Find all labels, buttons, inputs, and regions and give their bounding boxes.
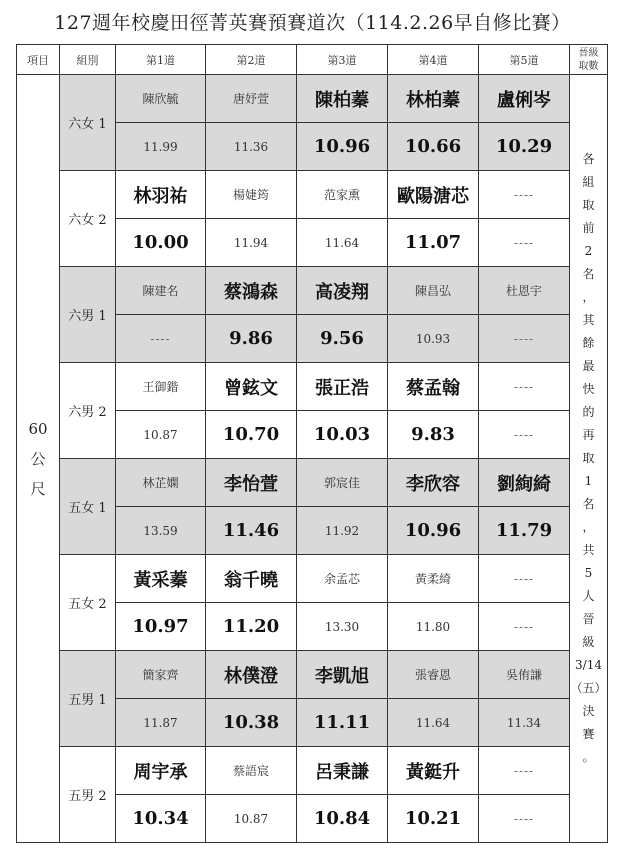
result-time: 10.70 xyxy=(206,411,297,459)
athlete-name: 林羽祐 xyxy=(116,171,206,219)
note-char: 1 xyxy=(584,474,593,488)
lane-assignment-table xyxy=(16,44,608,843)
event-char: 公 xyxy=(30,449,46,468)
note-char: 最 xyxy=(582,359,595,373)
athlete-name: ---- xyxy=(479,747,570,795)
header-qualify: 晉級 取數 xyxy=(570,45,608,75)
header-group: 組別 xyxy=(60,45,116,75)
result-time: 10.87 xyxy=(116,411,206,459)
athlete-name: 楊婕筠 xyxy=(206,171,297,219)
note-char: 級 xyxy=(582,635,595,649)
athlete-name: 陳欣毓 xyxy=(116,75,206,123)
note-char: 組 xyxy=(582,175,595,189)
note-char: 快 xyxy=(582,382,595,396)
result-time: 11.94 xyxy=(206,219,297,267)
name-row xyxy=(17,171,608,219)
group-label: 六女 1 xyxy=(60,75,116,171)
result-time: 9.56 xyxy=(297,315,388,363)
note-char: 共 xyxy=(582,543,595,557)
result-time: 10.34 xyxy=(116,795,206,843)
athlete-name: 張正浩 xyxy=(297,363,388,411)
header-lane-2: 第2道 xyxy=(206,45,297,75)
note-char: 的 xyxy=(582,405,595,419)
note-char: 前 xyxy=(582,221,595,235)
name-row xyxy=(17,651,608,699)
result-time: 10.03 xyxy=(297,411,388,459)
note-char: 人 xyxy=(582,589,595,603)
result-time: 11.64 xyxy=(388,699,479,747)
group-label: 五男 1 xyxy=(60,651,116,747)
result-time: ---- xyxy=(116,315,206,363)
athlete-name: 杜恩宇 xyxy=(479,267,570,315)
result-time: 11.80 xyxy=(388,603,479,651)
result-time: 10.87 xyxy=(206,795,297,843)
result-time: 10.93 xyxy=(388,315,479,363)
result-time: 10.96 xyxy=(388,507,479,555)
athlete-name: 劉絢綺 xyxy=(479,459,570,507)
athlete-name: 陳柏蓁 xyxy=(297,75,388,123)
athlete-name: 歐陽溏芯 xyxy=(388,171,479,219)
athlete-name: ---- xyxy=(479,363,570,411)
note-char: ， xyxy=(582,290,595,304)
athlete-name: 范家熏 xyxy=(297,171,388,219)
athlete-name: 盧俐岑 xyxy=(479,75,570,123)
result-time: 10.00 xyxy=(116,219,206,267)
note-char: 取 xyxy=(582,198,595,212)
athlete-name: 黃鋌升 xyxy=(388,747,479,795)
header-lane-1: 第1道 xyxy=(116,45,206,75)
group-label: 五女 1 xyxy=(60,459,116,555)
group-label: 五女 2 xyxy=(60,555,116,651)
note-char: 2 xyxy=(584,244,593,258)
header-row xyxy=(17,45,608,75)
result-time: 11.11 xyxy=(297,699,388,747)
note-char: 晉 xyxy=(582,612,595,626)
athlete-name: 王御鍇 xyxy=(116,363,206,411)
result-time: 10.96 xyxy=(297,123,388,171)
note-char: 3/14 xyxy=(575,658,602,672)
page-title: 127週年校慶田徑菁英賽預賽道次（114.2.26早自修比賽） xyxy=(54,12,571,34)
name-row xyxy=(17,747,608,795)
athlete-name: 余孟芯 xyxy=(297,555,388,603)
athlete-name: 李欣容 xyxy=(388,459,479,507)
athlete-name: 郭宸佳 xyxy=(297,459,388,507)
athlete-name: 林芷嫻 xyxy=(116,459,206,507)
note-char: 賽 xyxy=(582,727,595,741)
header-event: 項目 xyxy=(17,45,60,75)
header-lane-3: 第3道 xyxy=(297,45,388,75)
result-time: 10.38 xyxy=(206,699,297,747)
result-time: ---- xyxy=(479,795,570,843)
note-char: ， xyxy=(582,520,595,534)
result-time: 11.46 xyxy=(206,507,297,555)
result-time: 9.83 xyxy=(388,411,479,459)
note-char: 名 xyxy=(582,267,595,281)
result-time: 11.34 xyxy=(479,699,570,747)
athlete-name: 陳建名 xyxy=(116,267,206,315)
athlete-name: 曾鉉文 xyxy=(206,363,297,411)
note-char: （五） xyxy=(570,681,607,695)
athlete-name: 林僕澄 xyxy=(206,651,297,699)
result-time: 13.59 xyxy=(116,507,206,555)
result-time: 11.79 xyxy=(479,507,570,555)
result-time: 11.07 xyxy=(388,219,479,267)
athlete-name: 蔡孟翰 xyxy=(388,363,479,411)
note-char: 再 xyxy=(582,428,595,442)
result-time: 11.92 xyxy=(297,507,388,555)
athlete-name: 林柏蓁 xyxy=(388,75,479,123)
note-char: 其 xyxy=(582,313,595,327)
athlete-name: 吳侑謙 xyxy=(479,651,570,699)
result-time: 11.36 xyxy=(206,123,297,171)
result-time: ---- xyxy=(479,603,570,651)
header-lane-5: 第5道 xyxy=(479,45,570,75)
athlete-name: 黃柔綺 xyxy=(388,555,479,603)
header-lane-4: 第4道 xyxy=(388,45,479,75)
note-char: 5 xyxy=(584,566,593,580)
athlete-name: 蔡語宸 xyxy=(206,747,297,795)
result-time: ---- xyxy=(479,219,570,267)
note-char: 餘 xyxy=(582,336,595,350)
athlete-name: 蔡鴻森 xyxy=(206,267,297,315)
athlete-name: 張睿恩 xyxy=(388,651,479,699)
athlete-name: 簡家齊 xyxy=(116,651,206,699)
event-char: 60 xyxy=(28,419,48,438)
result-time: 11.99 xyxy=(116,123,206,171)
athlete-name: 李凱旭 xyxy=(297,651,388,699)
name-row xyxy=(17,75,608,123)
note-char: 各 xyxy=(582,152,595,166)
athlete-name: 陳昌弘 xyxy=(388,267,479,315)
note-char: 取 xyxy=(582,451,595,465)
athlete-name: 唐妤萱 xyxy=(206,75,297,123)
athlete-name: ---- xyxy=(479,555,570,603)
result-time: 10.84 xyxy=(297,795,388,843)
athlete-name: 周宇承 xyxy=(116,747,206,795)
result-time: ---- xyxy=(479,411,570,459)
note-char: 決 xyxy=(582,704,595,718)
athlete-name: 高凌翔 xyxy=(297,267,388,315)
athlete-name: 呂秉謙 xyxy=(297,747,388,795)
result-time: 10.97 xyxy=(116,603,206,651)
group-label: 六男 2 xyxy=(60,363,116,459)
result-time: 11.87 xyxy=(116,699,206,747)
athlete-name: ---- xyxy=(479,171,570,219)
name-row xyxy=(17,459,608,507)
athlete-name: 黃采蓁 xyxy=(116,555,206,603)
result-time: 10.21 xyxy=(388,795,479,843)
athlete-name: 李怡萱 xyxy=(206,459,297,507)
result-time: 13.30 xyxy=(297,603,388,651)
event-cell xyxy=(17,75,60,843)
group-label: 六女 2 xyxy=(60,171,116,267)
group-label: 六男 1 xyxy=(60,267,116,363)
qualification-note xyxy=(570,75,608,843)
group-label: 五男 2 xyxy=(60,747,116,843)
name-row xyxy=(17,363,608,411)
result-time: 11.20 xyxy=(206,603,297,651)
athlete-name: 翁千曉 xyxy=(206,555,297,603)
result-time: 10.66 xyxy=(388,123,479,171)
note-char: 名 xyxy=(582,497,595,511)
name-row xyxy=(17,555,608,603)
name-row xyxy=(17,267,608,315)
result-time: 11.64 xyxy=(297,219,388,267)
result-time: 9.86 xyxy=(206,315,297,363)
result-time: 10.29 xyxy=(479,123,570,171)
note-char: 。 xyxy=(582,750,595,764)
event-char: 尺 xyxy=(30,479,46,498)
result-time: ---- xyxy=(479,315,570,363)
